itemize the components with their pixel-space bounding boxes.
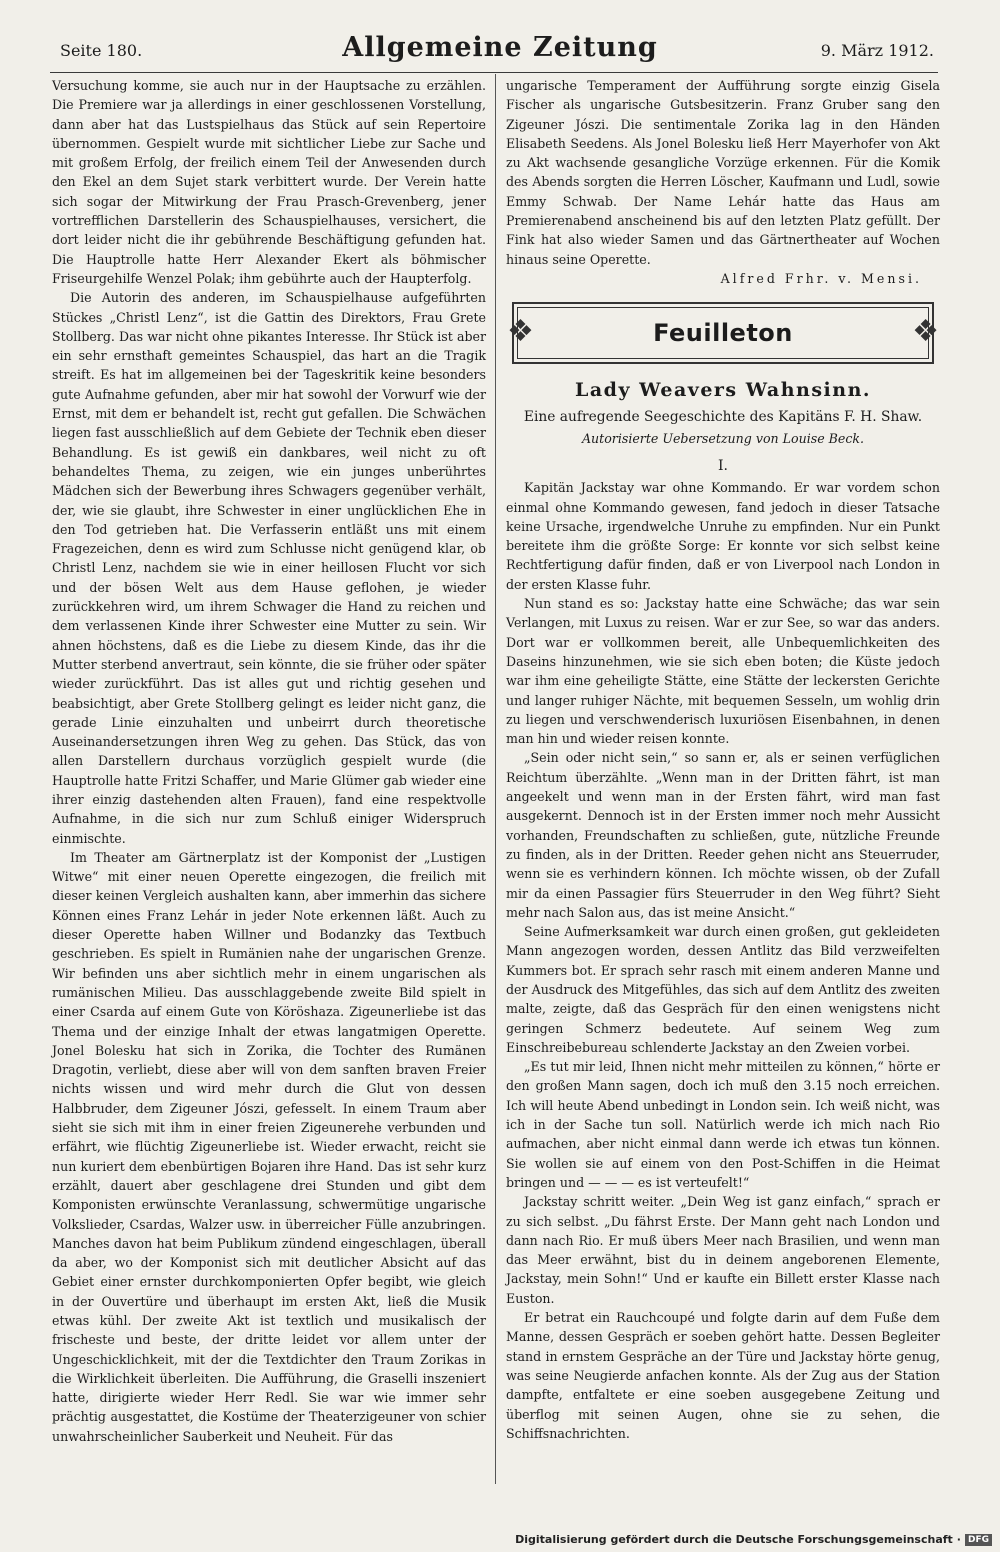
- left-column: [52, 76, 486, 1446]
- right-column: [506, 76, 940, 1443]
- article-paragraph: Im Theater am Gärtnerplatz ist der Komponist der „Lustigen Witwe“ mit einer neuen Operette eingezogen, die freilich mit dieser keinen Vergleich aushalten kann, aber immerhin das sichere Können eines Franz Lehár in jeder Note erkennen läßt. Auch zu dieser Operette haben Willner und Bodanzky das Textbuch geschrieben. Es spielt in Rumänien nahe der ungarischen Grenze. Wir befinden uns aber sichtlich mehr in einem ungarischen als rumänischen Milieu. Das ausschlaggebende zweite Bild spielt in einer Csarda auf einem Gute von Köröshaza. Zigeunerliebe ist das Thema und der einzige Inhalt der etwas langatmigen Operette. Jonel Bolesku hat sich in Zorika, die Tochter des Rumänen Dragotin, verliebt, diese aber will von dem sanften braven Freier nichts wissen und wird mehr durch die Glut von dessen Halbbruder, dem Zigeuner Jószi, gefesselt. In einem Traum aber sieht sie sich mit ihm in einer freien Zigeunerehe verbunden und erfährt, wie flüchtig Zigeunerliebe ist. Wieder erwacht, reicht sie nun kuriert dem ebenbürtigen Bojaren ihre Hand. Das ist sehr kurz erzählt, dauert aber geschlagene drei Stunden und gibt dem Komponisten erwünschte Veranlassung, schwermütige ungarische Volkslieder, Csardas, Walzer usw. in überreicher Fülle anzubringen. Manches davon hat beim Publikum zündend eingeschlagen, überall da aber, wo der Komponist sich mit deutlicher Absicht auf das Gebiet einer ernster durchkomponierten Opfer begibt, wie gleich in der Ouvertüre und überhaupt im ersten Akt, ließ die Musik etwas kühl. Der zweite Akt ist textlich und musikalisch der frischeste und beste, der dritte leidet vor allem unter der Ungeschicklichkeit, mit der die Textdichter den Traum Zorikas in die Wirklichkeit überleiten. Die Aufführung, die Graselli inszeniert hatte, dirigierte wieder Herr Redl. Sie war wie immer sehr prächtig ausgestattet, die Kostüme der Theaterzigeuner von schier unwahrscheinlicher Sauberkeit und Neuheit. Für das: [52, 849, 486, 1444]
- masthead: Allgemeine Zeitung: [342, 32, 658, 63]
- story-paragraph: Er betrat ein Rauchcoupé und folgte darin auf dem Fuße dem Manne, dessen Gespräch er soeben gehört hatte. Dessen Begleiter stand in ernstem Gespräche an der Türe und Jackstay hörte genug, was seine Neugierde anfachen konnte. Als der Zug aus der Station dampfte, entfaltete er eine soeben ausgegebene Zeitung und überflog mit seinen Augen, ohne sie zu sehen, die Schiffsnachrichten.: [506, 1310, 940, 1441]
- story-paragraph: „Sein oder nicht sein,“ so sann er, als er seinen verfüglichen Reichtum überzählte. „Wenn man in der Dritten fährt, ist man angeekelt und wenn man in der Ersten fährt, wird man fast ausgekernt. Dennoch ist in der Ersten immer noch mehr Aussicht vorhanden, Freundschaften zu schließen, gute, nützliche Freunde zu finden, als in der Dritten. Reeder gehen nicht ans Steuerruder, wenn sie es verhindern können. Ich möchte wissen, ob der Zufall mir da einen Passagier fürs Steuerruder in den Weg führt? Sieht mehr nach Salon aus, das ist meine Ansicht.“: [506, 750, 940, 920]
- issue-date: 9. März 1912.: [820, 41, 934, 60]
- story-paragraph: Nun stand es so: Jackstay hatte eine Schwäche; das war sein Verlangen, mit Luxus zu reisen. War er zur See, so war das anders. Dort war er vollkommen bereit, alle Unbequemlichkeiten des Daseins hinzunehmen, wie sie sich eben boten; die Küste jedoch war ihm eine geheiligte Stätte, eine Stätte der leckersten Gerichte und langer ruhiger Nächte, mit bequemen Sesseln, um wohlig drin zu liegen und verschwenderisch luxuriösen Eisenbahnen, in denen man hin und wieder reisen konnte.: [506, 596, 940, 747]
- story-paragraph: Kapitän Jackstay war ohne Kommando. Er war vordem schon einmal ohne Kommando gewesen, fand jedoch in dieser Tatsache keine Ursache, irgendwelche Unruhe zu empfinden. Nur ein Punkt bereitete ihm die größte Sorge: Er konnte vor sich selbst keine Rechtfertigung dafür finden, daß er von Liverpool nach London in der ersten Klasse fuhr.: [506, 480, 940, 592]
- article-paragraph: Versuchung komme, sie auch nur in der Hauptsache zu erzählen. Die Premiere war ja allerdings in einer geschlossenen Vorstellung, dann aber hat das Lustspielhaus das Stück auf sein Repertoire übernommen. Gespielt wurde mit sichtlicher Liebe zur Sache und mit großem Erfolg, der freilich einem Teil der Anwesenden durch den Ekel an dem Sujet stark verbittert wurde. Der Verein hatte sich sogar der Mitwirkung der Frau Prasch-Grevenberg, jener vortrefflichen Darstellerin des Schauspielhauses, versichert, die dort leider nicht die ihr gebührende Beschäftigung gefunden hat. Die Hauptrolle hatte Herr Alexander Ekert als böhmischer Friseurgehilfe Wenzel Polak; ihm gebührte auch der Haupterfolg.: [52, 78, 486, 286]
- feuilleton-section-box: [507, 302, 939, 364]
- story-subtitle: Eine aufregende Seegeschichte des Kapitäns F. H. Shaw.: [523, 409, 923, 426]
- chapter-number: I.: [718, 458, 728, 475]
- digitization-credit: Digitalisierung gefördert durch die Deutsche Forschungsgemeinschaft · DFG: [515, 1533, 992, 1546]
- story-paragraph: „Es tut mir leid, Ihnen nicht mehr mitteilen zu können,“ hörte er den großen Mann sagen, doch ich muß den 3.15 noch erreichen. Ich will heute Abend unbedingt in London sein. Ich weiß nicht, was ich in der Sache tun soll. Natürlich werde ich mich nach Rio aufmachen, aber nicht einmal dann werde ich etwas tun können. Sie wollen sie auf einem von den Post-Schiffen in die Heimat bringen und — — — es ist verteufelt!“: [506, 1059, 940, 1190]
- ornament-right-icon: ❖: [912, 314, 939, 350]
- header-rule: [50, 72, 938, 73]
- article-paragraph: Die Autorin des anderen, im Schauspielhause aufgeführten Stückes „Christl Lenz“, ist die Gattin des Direktors, Frau Grete Stollberg. Das war nicht ohne pikantes Interesse. Ihr Stück ist aber ein sehr ernsthaft gemeintes Schauspiel, das hart an die Tragik streift. Es hat im allgemeinen bei der Tageskritik keine besonders gute Aufnahme gefunden, aber mir hat sowohl der Vorwurf wie der Ernst, mit dem er behandelt ist, recht gut gefallen. Die Schwächen liegen fast ausschließlich auf dem Gebiete der Technik eben dieser Behandlung. Es ist gewiß ein dankbares, weil nicht zu oft behandeltes Thema, zu zeigen, wie ein junges unberührtes Mädchen sich der Bewerbung ihres Schwagers gegenüber verhält, der, wie sie glaubt, ihre Schwester in einer unglücklichen Ehe in den Tod getrieben hat. Die Verfasserin entläßt uns mit einem Fragezeichen, denn es wird zum Schlusse nicht genügend klar, ob Christl Lenz, nachdem sie wie in einer heillosen Flucht vor sich und der bösen Welt aus dem Hause geflohen, je wieder zurückkehren wird, um ihrem Schwager die Hand zu reichen und dem verlassenen Kinde ihrer Schwester eine Mutter zu sein. Wir ahnen höchstens, daß es die Liebe zu diesem Kinde, das ihr die Mutter sterbend anvertraut, sein könnte, die sie früher oder später wieder zurückführt. Das ist alles gut und richtig gesehen und beabsichtigt, aber Grete Stollberg gelingt es leider nicht ganz, die gerade Linie einzuhalten und unbeirrt durch theoretische Auseinandersetzungen ihren Weg zu gehen. Das Stück, das von allen Darstellern durchaus vorzüglich gespielt wurde (die Hauptrolle hatte Fritzi Schaffer, und Marie Glümer gab wieder eine ihrer einzig dastehenden alten Frauen), fand eine respektvolle Aufnahme, in die sich nur zum Schluß einiger Widerspruch einmischte.: [52, 290, 486, 846]
- story-paragraph: Jackstay schritt weiter. „Dein Weg ist ganz einfach,“ sprach er zu sich selbst. „Du fährst Erste. Der Mann geht nach London und dann nach Rio. Er muß übers Meer nach Brasilien, und wenn man das Meer erwähnt, bist du in deinem angeborenen Elemente, Jackstay, mein Sohn!“ Und er kaufte ein Billett erster Klasse nach Euston.: [506, 1194, 940, 1306]
- story-paragraph: Seine Aufmerksamkeit war durch einen großen, gut gekleideten Mann angezogen worden, dessen Antlitz das Bild verzweifelten Kummers bot. Er sprach sehr rasch mit einem anderen Manne und der Ausdruck des Mitgefühles, das sich auf dem Antlitz des zweiten malte, zeigte, daß das Gespräch für den einen wenigstens nicht geringen Schmerz bedeutete. Auf seinem Weg zum Einschreibebureau schlenderte Jackstay an den Zweien vorbei.: [506, 924, 940, 1055]
- ornament-left-icon: ❖: [507, 314, 534, 350]
- translation-credit: Autorisierte Uebersetzung von Louise Beck.: [581, 431, 865, 447]
- dfg-logo: DFG: [965, 1534, 992, 1546]
- credit-text: Digitalisierung gefördert durch die Deutsche Forschungsgemeinschaft: [515, 1533, 953, 1546]
- story-title: Lady Weavers Wahnsinn.: [574, 379, 872, 402]
- article-continuation: ungarische Temperament der Aufführung sorgte einzig Gisela Fischer als ungarische Gutsbesitzerin. Franz Gruber sang den Zigeuner Jószi. Die sentimentale Zorika lag in den Händen Elisabeth Seedens. Als Jonel Bolesku ließ Herr Mayerhofer von Akt zu Akt wachsende gesangliche Vorzüge erkennen. Für die Komik des Abends sorgten die Herren Löscher, Kaufmann und Ludl, sowie Emmy Schwab. Der Name Lehár hatte das Haus am Premierenabend anscheinend bis auf den letzten Platz gefüllt. Der Fink hat also wieder Samen und das Gärtnertheater auf Wochen hinaus seine Operette.: [506, 78, 940, 267]
- section-heading: Feuilleton: [653, 319, 793, 348]
- page-number: Seite 180.: [60, 41, 143, 60]
- author-signature: Alfred Frhr. v. Mensi.: [720, 270, 922, 286]
- column-divider: [495, 74, 496, 1484]
